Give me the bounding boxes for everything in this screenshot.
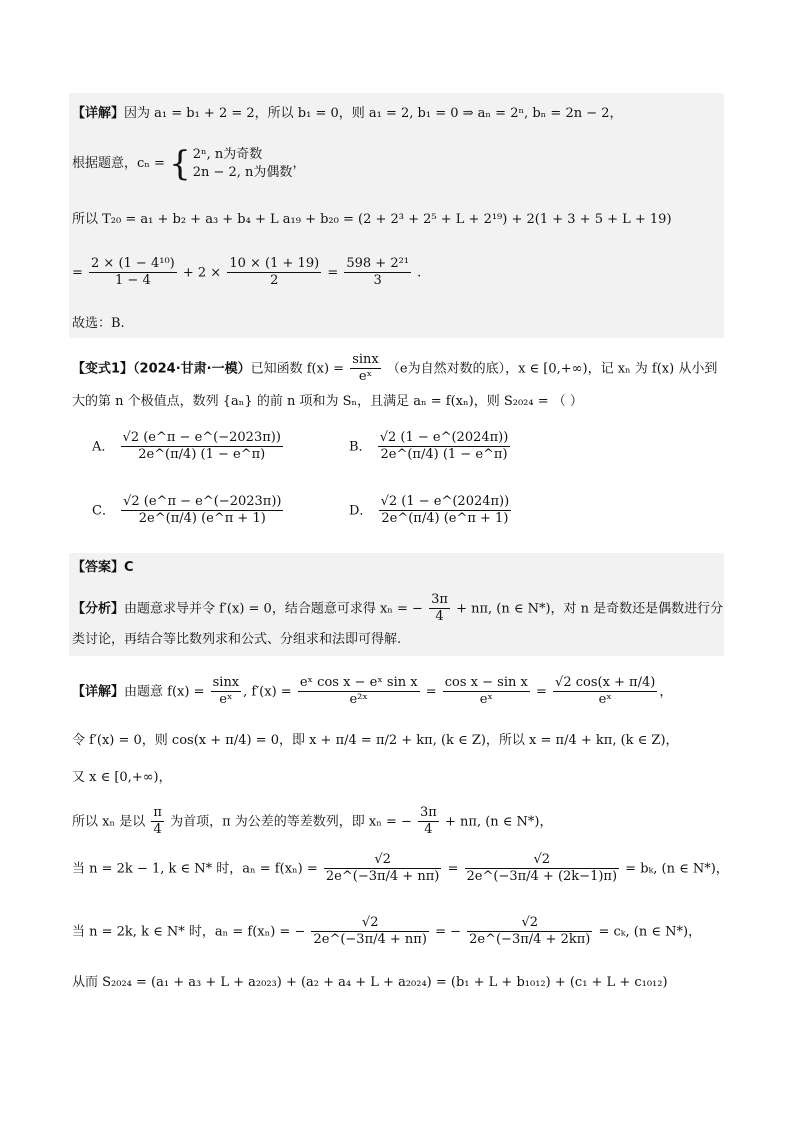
option-fraction xyxy=(121,494,283,528)
detail2-line7 xyxy=(72,975,668,991)
case-odd: 2ⁿ, n为奇数 xyxy=(192,147,263,162)
even-case-post: = cₖ, (n ∈ N*)， xyxy=(598,924,702,940)
detail1-line4: = $\frac{\text{2 × (1 − 4¹⁰)}}{1 - 4}$ + 2 × $\frac{10 \times (1 + 19)}{2}$ = $\frac{\text{598 + 2²¹}}{3}$ . xyxy=(72,256,422,289)
conclusion-text: 故选：B. xyxy=(72,316,125,331)
detail1-text1: 因为 a₁ = b₁ + 2 = 2，所以 b₁ = 0，则 a₁ = 2, b₁ = 0 ⇒ aₙ = 2ⁿ, bₙ = 2n − 2， xyxy=(124,106,623,121)
fraction-sinx-over-ex xyxy=(350,352,381,386)
detail2-line1 xyxy=(72,675,672,709)
case-even: 2n − 2, n为偶数 xyxy=(192,164,293,180)
option-fraction xyxy=(121,430,283,464)
analysis-line2 xyxy=(72,632,401,648)
frac-den: 2e^(π/4) (1 − e^π) xyxy=(380,447,508,463)
sequence-pre: 所以 xₙ 是以 xyxy=(72,814,146,830)
frac-num: √2 xyxy=(465,852,620,869)
s2024-split: 从而 S₂₀₂₄ = (a₁ + a₃ + L + a₂₀₂₃) + (a₂ + a₄ + L + a₂₀₂₄) = (b₁ + L + b₁₀₁₂) + (c₁ + L + c₁₀₁₂) xyxy=(72,975,668,990)
variant-q1-post: （e为自然对数的底），x ∈ [0,+∞)，记 xₙ 为 f(x) 从小到 xyxy=(386,361,718,377)
detail2-line2 xyxy=(72,733,679,749)
derivative-pre: 由题意 f(x) = xyxy=(124,684,205,700)
cn-definition-prefix: 根据题意，cₙ = xyxy=(72,156,165,172)
variant-line2 xyxy=(72,394,583,410)
frac-num: √2 (e^π − e^(−2023π)) xyxy=(121,430,283,447)
option-label: D． xyxy=(349,503,373,519)
fraction xyxy=(151,805,164,839)
fraction-3pi-over-4 xyxy=(429,592,450,626)
frac-den: eˣ xyxy=(219,692,233,708)
frac-den: 2e^(π/4) (1 − e^π) xyxy=(138,447,266,463)
frac-den: 4 xyxy=(153,822,162,838)
analysis-text1-pre: 由题意求导并令 f′(x) = 0，结合题意可求得 xₙ = − xyxy=(124,601,423,617)
option-c xyxy=(92,494,285,528)
frac-den: 4 xyxy=(435,609,444,625)
sequence-mid: 为首项，π 为公差的等差数列，即 xₙ = − xyxy=(170,814,412,830)
fraction xyxy=(298,675,420,709)
detail-tag: 【详解】 xyxy=(72,106,125,121)
option-label: A． xyxy=(92,439,115,455)
critical-points: 令 f′(x) = 0，则 cos(x + π/4) = 0，即 x + π/4 = π/2 + kπ, (k ∈ Z)，所以 x = π/4 + kπ, (k ∈ Z)， xyxy=(72,733,679,748)
odd-case-pre: 当 n = 2k − 1, k ∈ N* 时，aₙ = f(xₙ) = xyxy=(72,861,318,877)
frac-num: sinx xyxy=(350,352,381,369)
option-label: C． xyxy=(92,503,115,519)
answer-line xyxy=(72,560,134,576)
line2-suffix: ， xyxy=(292,156,306,172)
detail-tag: 【详解】 xyxy=(72,684,125,700)
variant-q2: 大的第 n 个极值点，数列 {aₙ} 的前 n 项和为 Sₙ，且满足 aₙ = f(xₙ)，则 S₂₀₂₄ = （ ） xyxy=(72,394,583,409)
frac-den: e²ˣ xyxy=(349,692,368,708)
frac-num: √2 cos(x + π/4) xyxy=(553,675,657,692)
fraction-arithmetic xyxy=(227,256,321,290)
frac-den: 2e^(π/4) (e^π + 1) xyxy=(138,511,266,527)
comma: ， xyxy=(659,684,673,700)
frac-num: 598 + 2²¹ xyxy=(344,256,411,273)
fraction xyxy=(211,675,242,709)
equals: = xyxy=(535,684,547,700)
frac-den: 2e^(π/4) (e^π + 1) xyxy=(381,511,509,527)
fraction xyxy=(324,852,441,886)
variant-line1 xyxy=(72,352,717,386)
frac-num: sinx xyxy=(211,675,242,692)
fraction xyxy=(553,675,657,709)
detail2-line3 xyxy=(72,770,172,786)
frac-num: √2 xyxy=(324,852,441,869)
detail1-line2 xyxy=(72,143,306,184)
frac-den: 2e^(−3π/4 + nπ) xyxy=(313,932,427,948)
analysis-text2: 类讨论，再结合等比数列求和公式、分组求和法即可得解. xyxy=(72,632,402,647)
detail1-conclusion xyxy=(72,316,125,332)
equals: = xyxy=(425,684,437,700)
frac-den: 1 − 4 xyxy=(115,273,151,289)
variant-source: （2024·甘肃·一模） xyxy=(133,361,251,377)
frac-num: √2 xyxy=(467,915,592,932)
fraction-result xyxy=(344,256,411,290)
frac-num: π xyxy=(151,805,164,822)
frac-num: cos x − sin x xyxy=(443,675,530,692)
derivative-mid: , f′(x) = xyxy=(243,684,292,700)
even-case-mid: = − xyxy=(435,924,461,940)
variant-q1-pre: 已知函数 f(x) = xyxy=(250,361,345,377)
frac-den: eˣ xyxy=(479,692,493,708)
detail2-line4 xyxy=(72,805,553,839)
domain-text: 又 x ∈ [0,+∞)， xyxy=(72,770,172,785)
detail1-line1 xyxy=(72,106,623,122)
even-case-pre: 当 n = 2k, k ∈ N* 时，aₙ = f(xₙ) = − xyxy=(72,924,306,940)
fraction xyxy=(465,852,620,886)
frac-den: 4 xyxy=(424,822,433,838)
frac-den: 2 xyxy=(270,273,279,289)
frac-den: eˣ xyxy=(358,369,373,385)
frac-den: 3 xyxy=(373,273,382,289)
detail2-line5: 当 n = 2k − 1, k ∈ N* 时，aₙ = f(xₙ) = $\frac{√2}{2e\^{}(-3\pi/4 + n\pi)}$ = $\frac{√2}{2e\^{}(-3\pi/4 + (2k-1)\pi)}$ = bₖ, (n ∈ N*)， xyxy=(72,852,729,885)
plus-two-times: + 2 × xyxy=(182,265,222,281)
detail2-line6 xyxy=(72,915,701,949)
cases-brace: { xyxy=(169,143,191,184)
option-b xyxy=(349,430,512,464)
fraction-geometric xyxy=(89,256,177,290)
option-fraction xyxy=(379,494,512,528)
option-a xyxy=(92,430,285,464)
odd-case-post: = bₖ, (n ∈ N*)， xyxy=(625,861,729,877)
cases-block xyxy=(193,146,293,181)
frac-den: 2e^(−3π/4 + 2kπ) xyxy=(469,932,591,948)
option-label: B． xyxy=(349,439,372,455)
variant-tag: 【变式1】 xyxy=(72,361,134,377)
frac-den: eˣ xyxy=(598,692,612,708)
frac-num: 3π xyxy=(429,592,450,609)
frac-num: √2 xyxy=(311,915,428,932)
frac-num: 10 × (1 + 19) xyxy=(227,256,321,273)
frac-num: 3π xyxy=(418,805,439,822)
analysis-text1-post: + nπ, (n ∈ N*)，对 n 是奇数还是偶数进行分 xyxy=(456,601,724,617)
frac-den: 2e^(−3π/4 + (2k−1)π) xyxy=(466,869,618,885)
frac-num: √2 (1 − e^(2024π)) xyxy=(379,494,512,511)
sequence-post: + nπ, (n ∈ N*)， xyxy=(445,814,553,830)
frac-num: eˣ cos x − eˣ sin x xyxy=(298,675,420,692)
fraction xyxy=(418,805,439,839)
analysis-tag: 【分析】 xyxy=(72,601,125,617)
option-d xyxy=(349,494,513,528)
frac-den: 2e^(−3π/4 + nπ) xyxy=(325,869,440,885)
frac-num: 2 × (1 − 4¹⁰) xyxy=(89,256,177,273)
detail1-line3 xyxy=(72,212,672,228)
frac-num: √2 (1 − e^(2024π)) xyxy=(378,430,511,447)
t20-sum: 所以 T₂₀ = a₁ + b₂ + a₃ + b₄ + L a₁₉ + b₂₀ = (2 + 2³ + 2⁵ + L + 2¹⁹) + 2(1 + 3 + 5 + L + 19) xyxy=(72,212,672,227)
fraction xyxy=(443,675,530,709)
answer-tag: 【答案】 xyxy=(72,560,125,575)
fraction xyxy=(311,915,428,949)
analysis-line1 xyxy=(72,592,723,626)
frac-num: √2 (e^π − e^(−2023π)) xyxy=(121,494,283,511)
fraction xyxy=(467,915,592,949)
answer-value: C xyxy=(124,560,134,575)
option-fraction xyxy=(378,430,511,464)
